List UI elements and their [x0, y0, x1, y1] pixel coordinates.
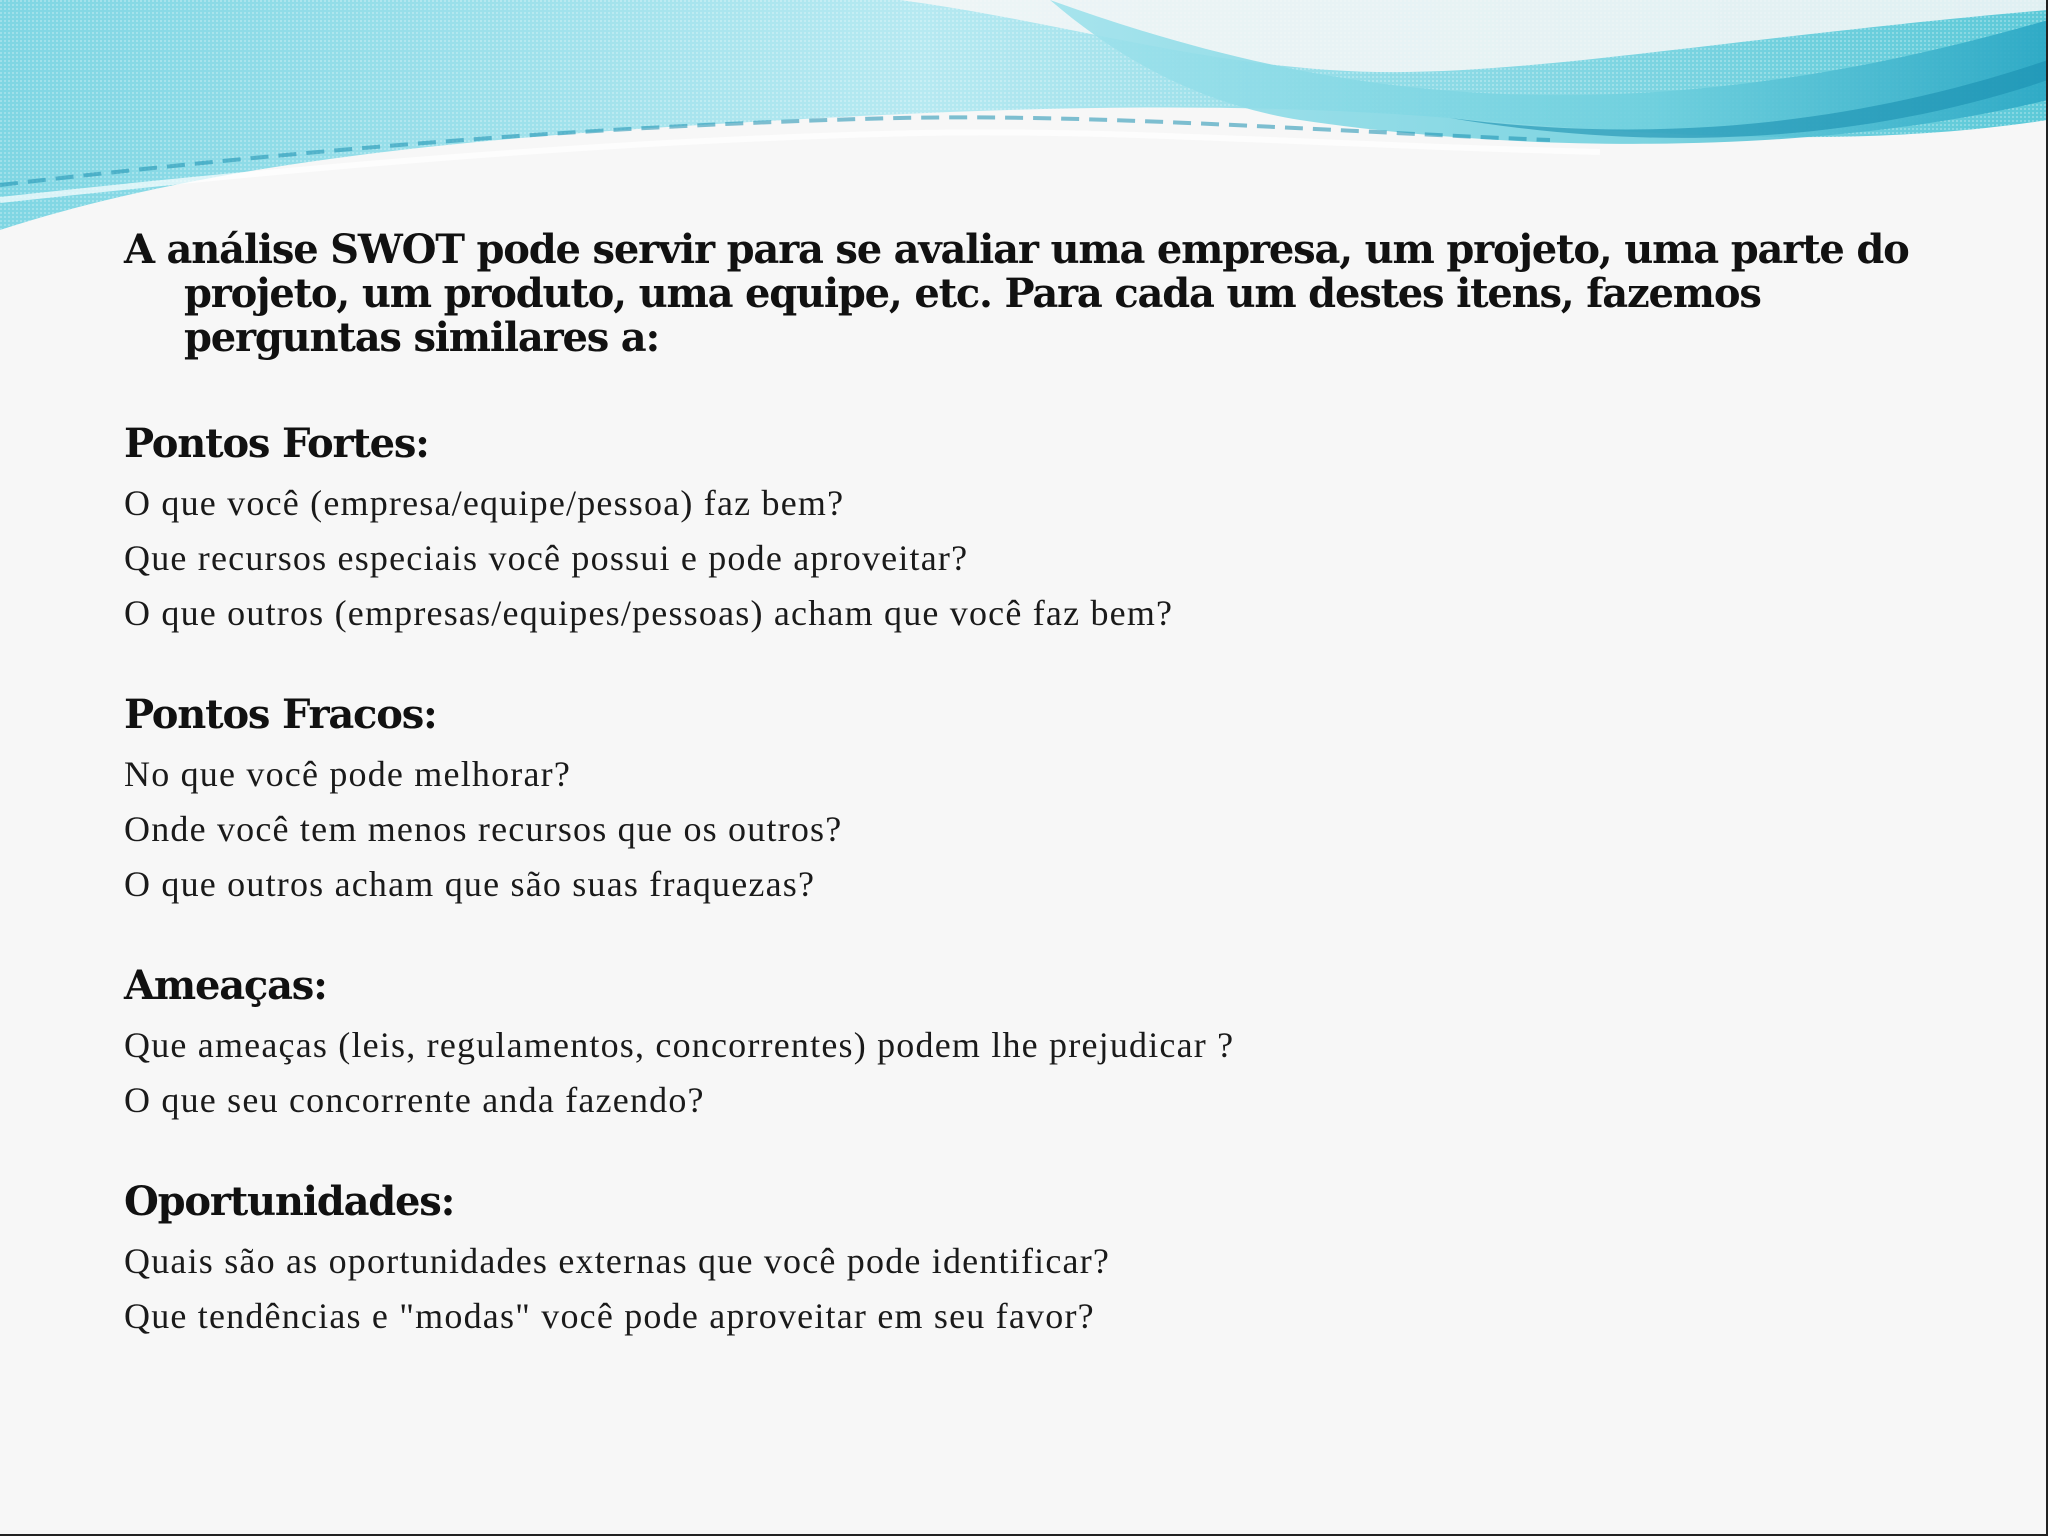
section-title-pontos-fortes: Pontos Fortes:: [124, 420, 429, 467]
section-title-oportunidades: Oportunidades:: [124, 1178, 455, 1225]
question-line: Que tendências e "modas" você pode aproveitar em seu favor?: [124, 1296, 1095, 1336]
intro-paragraph: A análise SWOT pode servir para se avaliar uma empresa, um projeto, uma parte do projeto, um produto, uma equipe, etc. Para cada um destes itens, fazemos perguntas similares a:: [124, 226, 1909, 361]
question-line: Onde você tem menos recursos que os outros?: [124, 809, 843, 849]
slide-content: [124, 228, 1944, 1394]
section-pontos-fortes: [124, 420, 1944, 641]
question-line: No que você pode melhorar?: [124, 754, 572, 794]
question-line: O que seu concorrente anda fazendo?: [124, 1080, 705, 1120]
section-title-pontos-fracos: Pontos Fracos:: [124, 691, 437, 738]
section-ameacas: [124, 962, 1944, 1128]
question-line: Que ameaças (leis, regulamentos, concorrentes) podem lhe prejudicar ?: [124, 1025, 1235, 1065]
question-line: O que você (empresa/equipe/pessoa) faz bem?: [124, 483, 845, 523]
question-line: Quais são as oportunidades externas que você pode identificar?: [124, 1241, 1111, 1281]
section-pontos-fracos: [124, 691, 1944, 912]
question-line: O que outros acham que são suas fraquezas?: [124, 864, 816, 904]
question-line: Que recursos especiais você possui e pode aproveitar?: [124, 538, 969, 578]
question-line: O que outros (empresas/equipes/pessoas) acham que você faz bem?: [124, 593, 1174, 633]
section-oportunidades: [124, 1178, 1944, 1344]
decorative-wave-header: [0, 0, 2048, 240]
section-title-ameacas: Ameaças:: [124, 962, 327, 1009]
